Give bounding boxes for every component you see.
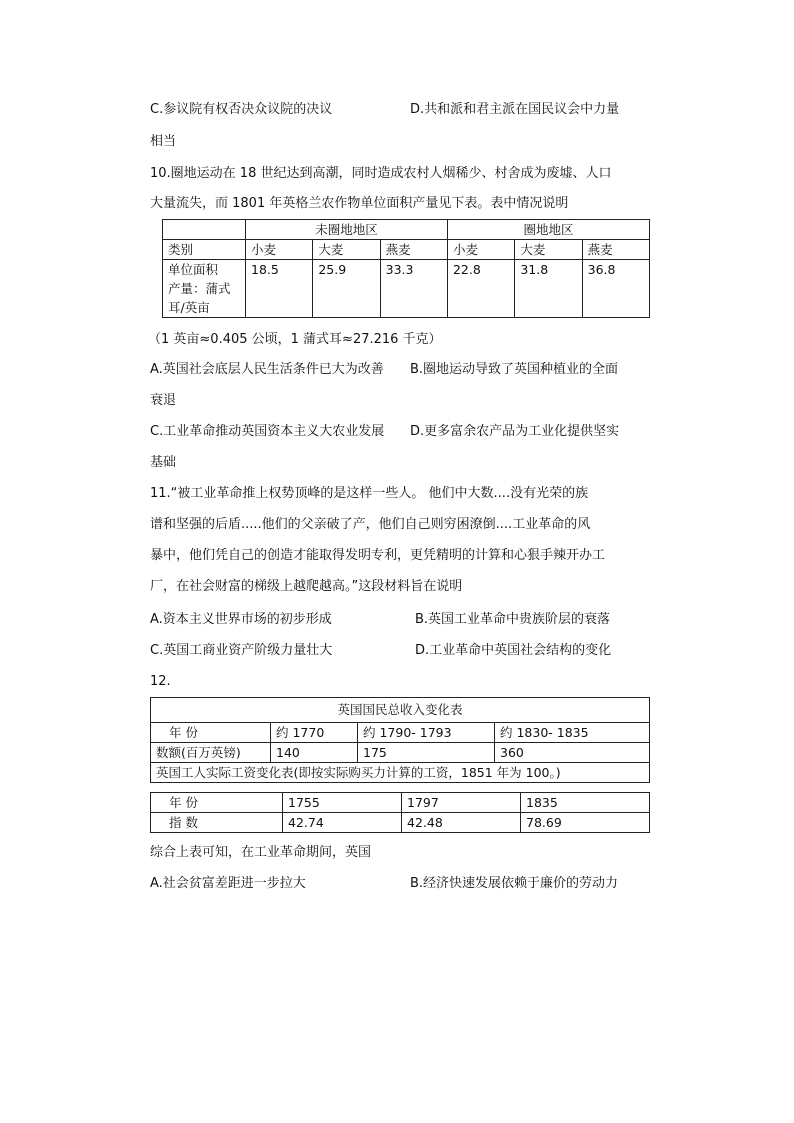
- q10-unit-note: （1 英亩≈0.405 公顷，1 蒲式耳≈27.216 千克）: [148, 332, 442, 347]
- table-group-unenclosed: 未圈地地区: [246, 220, 448, 240]
- q10-yield-table: [162, 219, 650, 318]
- q11-stem-line4: 厂，在社会财富的梯级上越爬越高。”这段材料旨在说明: [150, 579, 463, 594]
- wage-value: 78.69: [521, 813, 650, 833]
- table-value: 36.8: [582, 260, 649, 318]
- table-value: 22.8: [447, 260, 514, 318]
- row-label-line: 耳/英亩: [168, 300, 210, 315]
- q11-stem-line2: 谱和坚强的后盾.....他们的父亲破了产，他们自己则穷困潦倒....工业革命的风: [150, 517, 591, 532]
- q12-stem: 综合上表可知，在工业革命期间，英国: [150, 845, 372, 860]
- income-value: 360: [495, 743, 650, 763]
- q10-option-c: C.工业革命推动英国资本主义大农业发展: [150, 424, 385, 439]
- table-category-label: 类别: [163, 240, 246, 260]
- q9-option-c: C.参议院有权否决众议院的决议: [150, 102, 333, 117]
- table-value: 25.9: [313, 260, 380, 318]
- table-crop: 小麦: [246, 240, 313, 260]
- q10-option-d-cont: 基础: [150, 455, 177, 470]
- row-label-line: 产量：蒲式: [168, 281, 231, 296]
- table-row-label: [163, 260, 246, 318]
- table-group-enclosed: 圈地地区: [447, 220, 649, 240]
- table-crop: 大麦: [515, 240, 582, 260]
- wage-table-title: 英国工人实际工资变化表(即按实际购买力计算的工资，1851 年为 100。): [151, 763, 650, 783]
- table-value: 18.5: [246, 260, 313, 318]
- q10-stem-line2: 大量流失，而 1801 年英格兰农作物单位面积产量见下表。表中情况说明: [150, 196, 569, 211]
- wage-index-label: 指 数: [151, 813, 283, 833]
- q11-option-a: A.资本主义世界市场的初步形成: [150, 612, 332, 627]
- q10-stem-line1: 10.圈地运动在 18 世纪达到高潮，同时造成农村人烟稀少、村舍成为废墟、人口: [150, 166, 612, 181]
- table-value: 31.8: [515, 260, 582, 318]
- q12-wage-table: [150, 792, 650, 833]
- q11-stem-line3: 暴中，他们凭自己的创造才能取得发明专利，更凭精明的计算和心狠手辣开办工: [150, 548, 606, 563]
- q9-option-d: D.共和派和君主派在国民议会中力量: [410, 102, 620, 117]
- q11-stem-line1: 11.“被工业革命推上权势顶峰的是这样一些人。 他们中大数....没有光荣的族: [150, 486, 589, 501]
- wage-year: 1755: [283, 793, 402, 813]
- q10-option-b: B.圈地运动导致了英国种植业的全面: [410, 362, 619, 377]
- wage-value: 42.74: [283, 813, 402, 833]
- wage-year-label: 年 份: [151, 793, 283, 813]
- q10-option-d: D.更多富余农产品为工业化提供坚实: [410, 424, 620, 439]
- q12-option-b: B.经济快速发展依赖于廉价的劳动力: [410, 876, 619, 891]
- table-crop: 燕麦: [380, 240, 447, 260]
- q10-option-b-cont: 衰退: [150, 393, 177, 408]
- table-crop: 小麦: [447, 240, 514, 260]
- income-table-title: 英国国民总收入变化表: [151, 698, 650, 723]
- q9-option-d-cont: 相当: [150, 134, 177, 149]
- q11-option-b: B.英国工业革命中贵族阶层的衰落: [415, 612, 611, 627]
- q10-option-a: A.英国社会底层人民生活条件已大为改善: [150, 362, 384, 377]
- q12-number: 12.: [150, 674, 171, 689]
- income-year: 约 1830- 1835: [495, 723, 650, 743]
- q12-option-a: A.社会贫富差距进一步拉大: [150, 876, 306, 891]
- q11-option-c: C.英国工商业资产阶级力量壮大: [150, 643, 333, 658]
- wage-value: 42.48: [402, 813, 521, 833]
- income-year: 约 1790- 1793: [358, 723, 495, 743]
- q11-option-d: D.工业革命中英国社会结构的变化: [415, 643, 612, 658]
- wage-year: 1797: [402, 793, 521, 813]
- income-value: 140: [271, 743, 358, 763]
- row-label-line: 单位面积: [168, 262, 219, 277]
- income-value: 175: [358, 743, 495, 763]
- wage-year: 1835: [521, 793, 650, 813]
- table-crop: 燕麦: [582, 240, 649, 260]
- income-year-label: 年 份: [151, 723, 271, 743]
- table-crop: 大麦: [313, 240, 380, 260]
- income-year: 约 1770: [271, 723, 358, 743]
- income-amount-label: 数额(百万英镑): [151, 743, 271, 763]
- table-value: 33.3: [380, 260, 447, 318]
- q12-income-table: [150, 697, 650, 783]
